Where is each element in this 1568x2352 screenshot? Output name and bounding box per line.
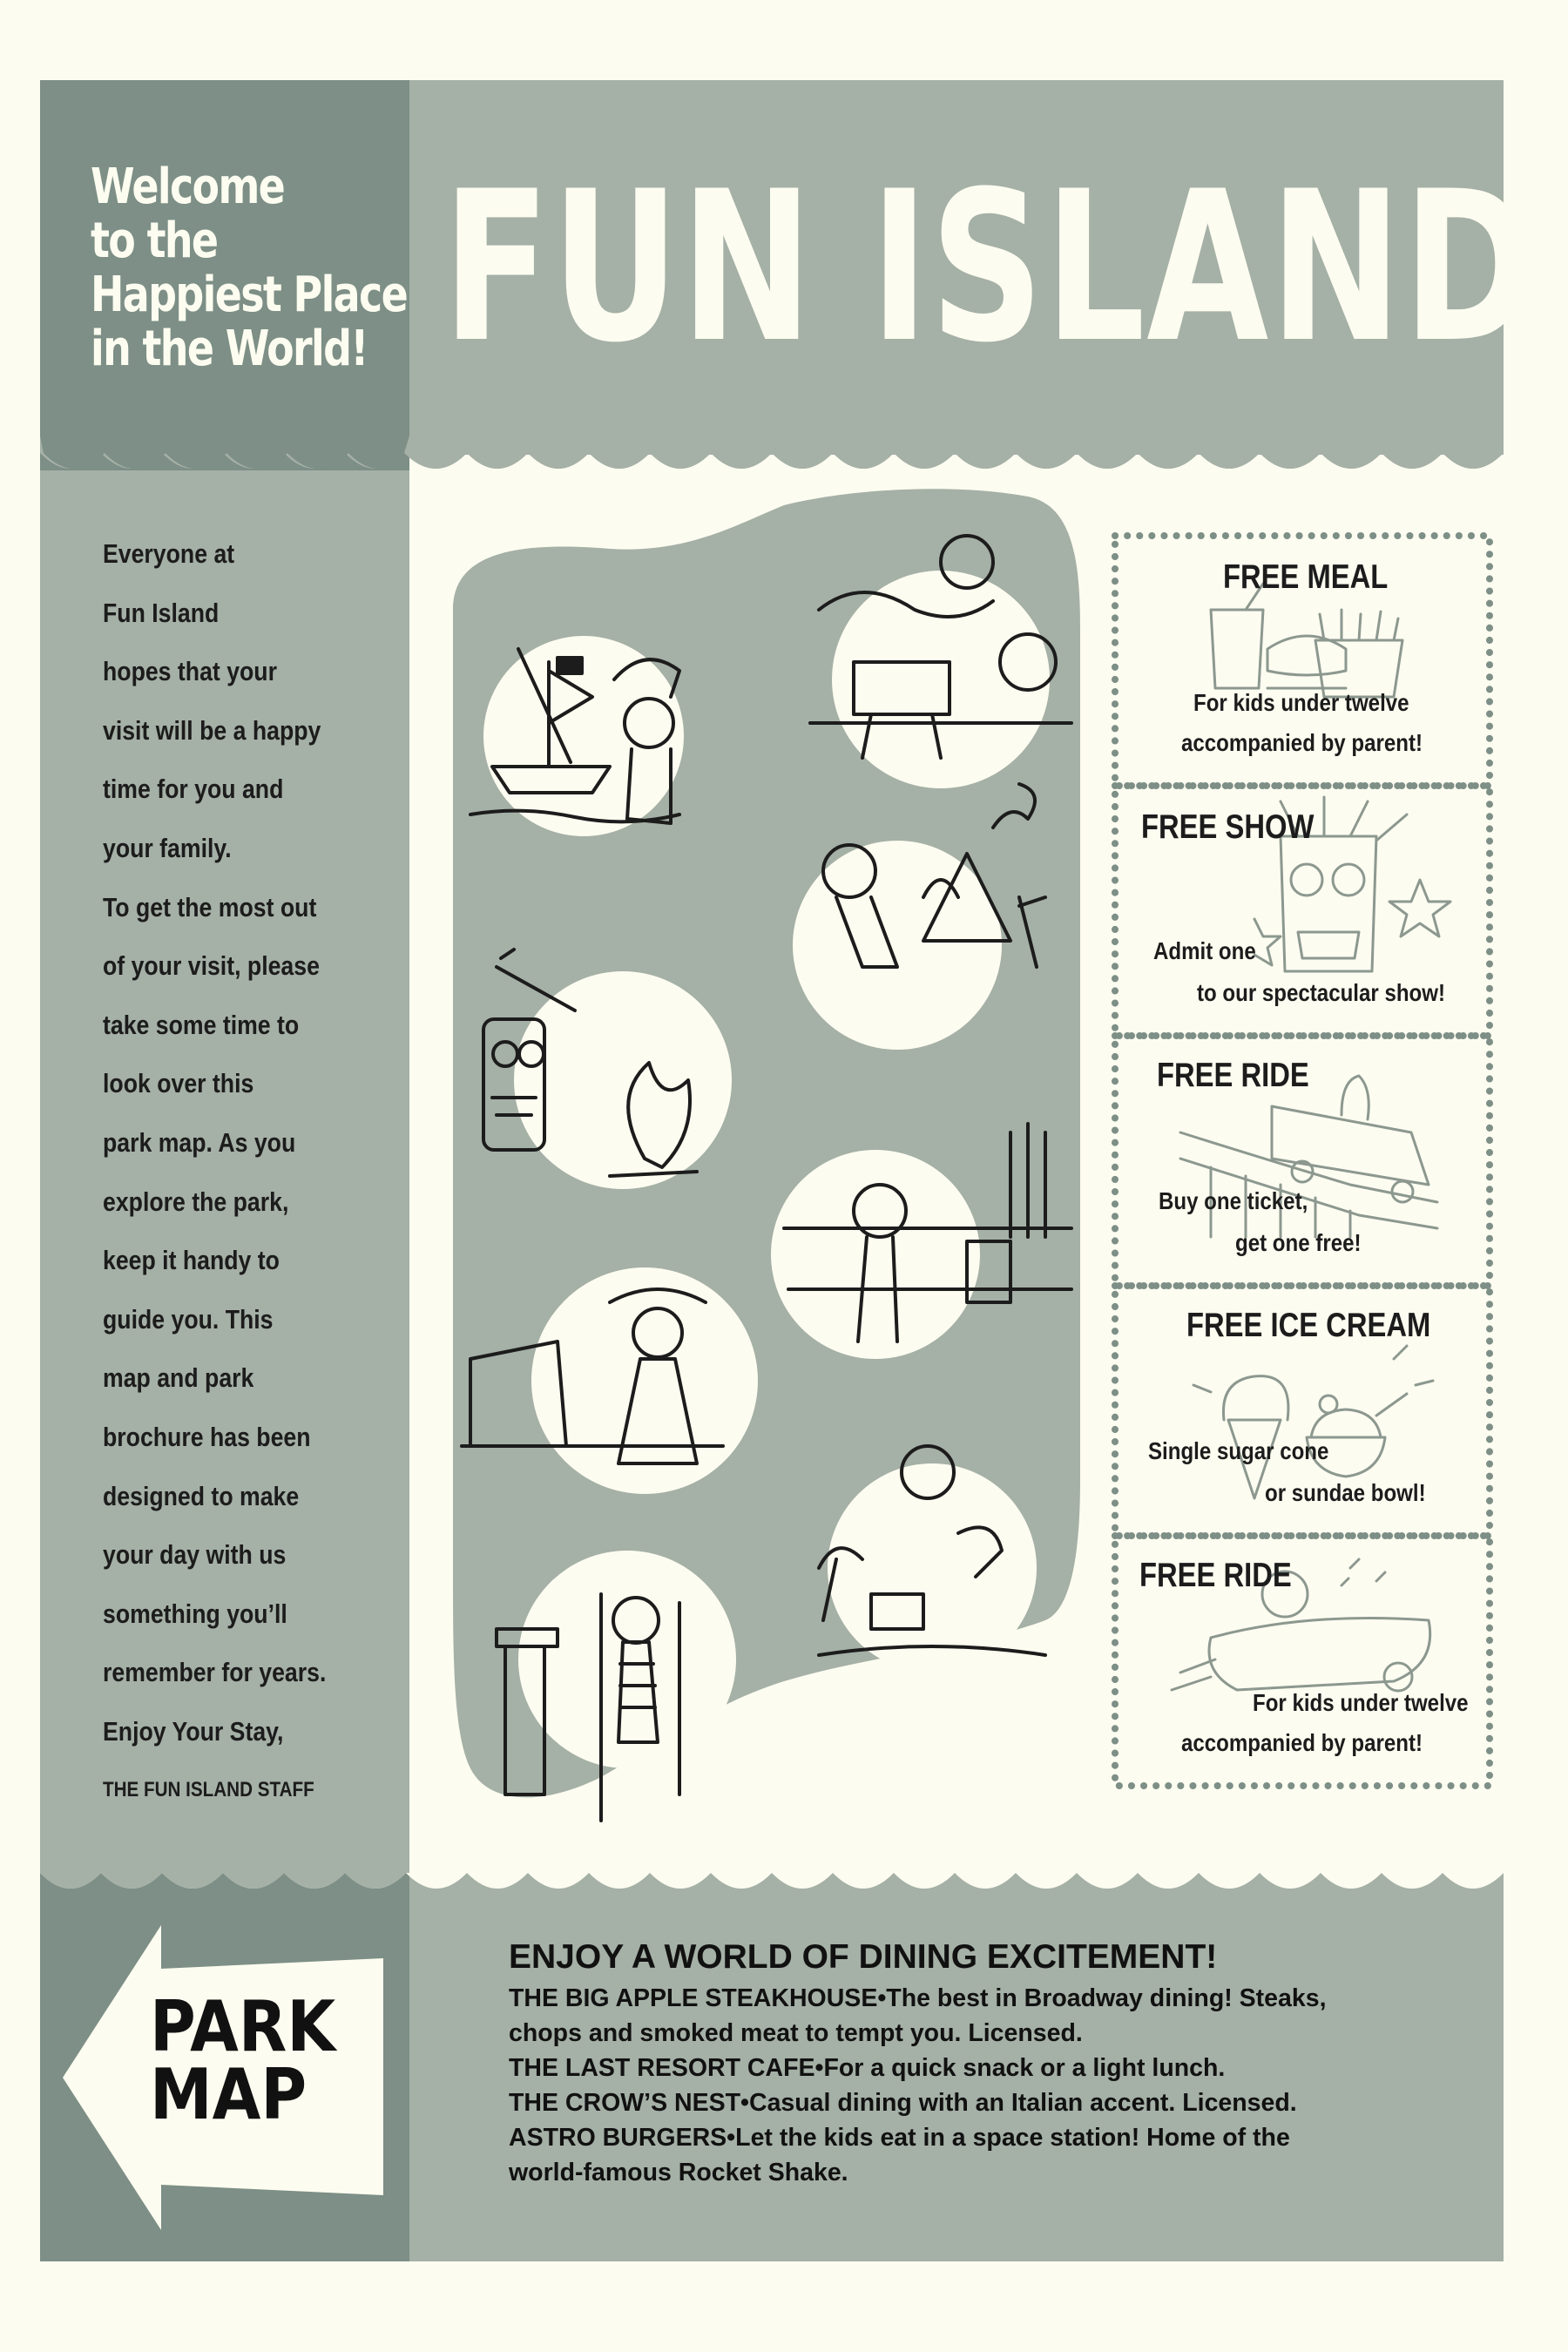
park-map-label-line: MAP — [150, 2054, 308, 2135]
intro-line: designed to make — [103, 1480, 300, 1511]
intro-line: time for you and — [103, 774, 284, 805]
coupon-free-show[interactable] — [1115, 786, 1490, 1036]
coupon-text: Buy one ticket, — [1159, 1187, 1308, 1214]
intro-line: guide you. This — [103, 1303, 274, 1335]
dining-section — [509, 1936, 1484, 2190]
welcome-line: Happiest Place — [91, 267, 408, 323]
coupon-title: FREE RIDE — [1139, 1557, 1292, 1594]
intro-line: To get the most out — [103, 891, 317, 923]
dining-line: chops and smoked meat to tempt you. Licensed. — [509, 2019, 1083, 2047]
coupon-free-ride-kids[interactable] — [1115, 1536, 1490, 1786]
welcome-line: to the — [91, 213, 218, 269]
intro-line: of your visit, please — [103, 950, 320, 982]
coupon-free-ice-cream[interactable] — [1115, 1286, 1490, 1536]
coupon-text: Single sugar cone — [1148, 1437, 1329, 1464]
dining-line: ASTRO BURGERS•Let the kids eat in a space station! Home of the — [509, 2124, 1290, 2152]
coupon-free-ride[interactable] — [1115, 1036, 1490, 1286]
dining-line: world-famous Rocket Shake. — [509, 2159, 848, 2186]
welcome-heading — [91, 159, 408, 377]
page-title: FUN ISLAND — [443, 147, 1536, 389]
intro-line: hopes that your — [103, 656, 277, 687]
dining-line: THE CROW’S NEST•Casual dining with an Italian accent. Licensed. — [509, 2089, 1297, 2117]
park-map-label[interactable] — [150, 1986, 385, 2135]
intro-line: something you’ll — [103, 1598, 287, 1629]
intro-signature: THE FUN ISLAND STAFF — [103, 1778, 314, 1802]
coupon-text: accompanied by parent! — [1181, 1729, 1423, 1756]
dining-line: THE LAST RESORT CAFE•For a quick snack or a light lunch. — [509, 2054, 1226, 2082]
dining-heading: ENJOY A WORLD OF DINING EXCITEMENT! — [509, 1938, 1218, 1976]
intro-line: your day with us — [103, 1539, 287, 1571]
intro-line: park map. As you — [103, 1126, 296, 1158]
intro-text — [103, 524, 373, 1820]
intro-line: look over this — [103, 1068, 254, 1099]
coupon-text: Admit one — [1153, 937, 1256, 964]
coupon-text: or sundae bowl! — [1265, 1479, 1426, 1506]
intro-line: Everyone at — [103, 538, 235, 569]
coupon-text: get one free! — [1235, 1229, 1362, 1256]
coupon-text: For kids under twelve — [1253, 1689, 1469, 1716]
intro-line: explore the park, — [103, 1186, 289, 1217]
coupon-title: FREE SHOW — [1141, 808, 1315, 846]
coupon-text: to our spectacular show! — [1197, 979, 1446, 1006]
intro-line: brochure has been — [103, 1421, 311, 1452]
intro-line: keep it handy to — [103, 1245, 280, 1276]
coupon-title: FREE ICE CREAM — [1186, 1307, 1431, 1344]
coupon-text: For kids under twelve — [1193, 689, 1409, 716]
park-map-label-line: PARK — [150, 1986, 336, 2067]
coupon-free-meal[interactable] — [1115, 536, 1490, 786]
intro-line: Fun Island — [103, 597, 220, 628]
intro-line: take some time to — [103, 1009, 300, 1040]
coupon-title: FREE RIDE — [1157, 1057, 1309, 1094]
intro-line: your family. — [103, 832, 232, 863]
intro-line: visit will be a happy — [103, 714, 321, 746]
coupon-title: FREE MEAL — [1223, 558, 1389, 596]
intro-line: Enjoy Your Stay, — [103, 1715, 284, 1747]
intro-line: remember for years. — [103, 1657, 327, 1688]
intro-line: map and park — [103, 1362, 254, 1394]
welcome-line: in the World! — [91, 321, 368, 377]
dining-line: THE BIG APPLE STEAKHOUSE•The best in Broadway dining! Steaks, — [509, 1984, 1327, 2012]
coupon-text: accompanied by parent! — [1181, 729, 1423, 756]
welcome-line: Welcome — [91, 159, 285, 215]
